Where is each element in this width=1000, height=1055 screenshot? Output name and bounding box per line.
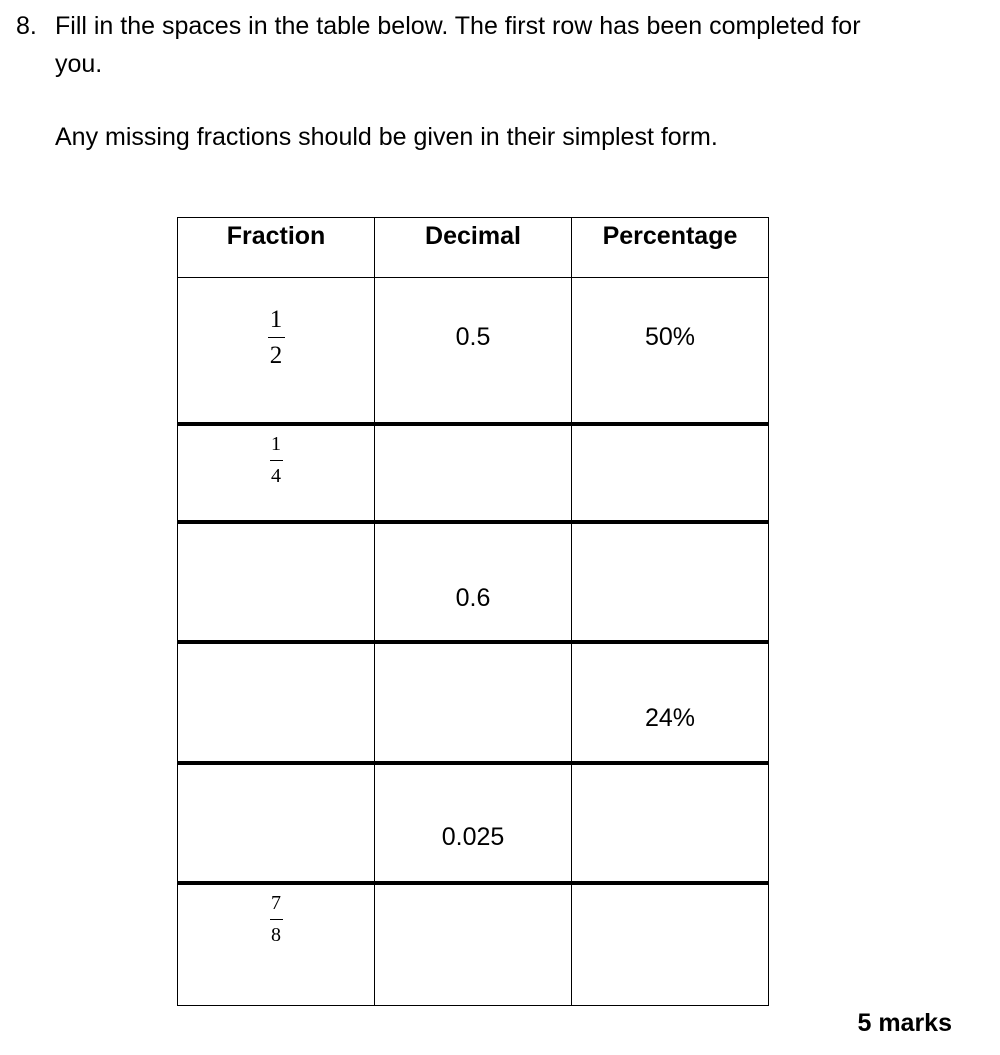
header-percentage: Percentage — [572, 218, 769, 278]
percentage-answer-cell[interactable] — [572, 424, 769, 522]
fraction-numerator: 1 — [269, 306, 283, 333]
decimal-cell: 0.6 — [375, 522, 572, 642]
fraction-answer-cell[interactable] — [178, 642, 375, 763]
fraction — [270, 893, 283, 945]
decimal-answer-cell[interactable] — [375, 883, 572, 1006]
table-row — [178, 278, 769, 425]
fraction-answer-cell[interactable] — [178, 522, 375, 642]
fraction — [270, 434, 283, 486]
fraction-cell — [178, 883, 375, 1006]
question-instruction: Any missing fractions should be given in their simplest form. — [55, 123, 718, 151]
fraction-cell — [178, 424, 375, 522]
table-row — [178, 522, 769, 642]
table-row — [178, 642, 769, 763]
decimal-answer-cell[interactable] — [375, 642, 572, 763]
header-decimal: Decimal — [375, 218, 572, 278]
fraction — [268, 307, 285, 368]
table-row — [178, 424, 769, 522]
percentage-answer-cell[interactable] — [572, 883, 769, 1006]
fraction-denominator: 4 — [271, 465, 281, 487]
fraction-denominator: 8 — [271, 924, 281, 946]
decimal-answer-cell[interactable] — [375, 424, 572, 522]
percentage-cell: 24% — [572, 642, 769, 763]
table-header-row — [178, 218, 769, 278]
table-row — [178, 883, 769, 1006]
fraction-cell — [178, 278, 375, 425]
question-text-line2: you. — [55, 50, 103, 78]
percentage-answer-cell[interactable] — [572, 763, 769, 883]
conversion-table — [177, 217, 769, 1006]
question-text-line1: Fill in the spaces in the table below. The first row has been completed for — [55, 12, 861, 40]
fraction-numerator: 1 — [271, 433, 281, 455]
percentage-cell: 50% — [572, 278, 769, 425]
table-row — [178, 763, 769, 883]
header-fraction: Fraction — [178, 218, 375, 278]
decimal-cell: 0.5 — [375, 278, 572, 425]
question-number: 8. — [16, 12, 37, 40]
fraction-answer-cell[interactable] — [178, 763, 375, 883]
decimal-cell: 0.025 — [375, 763, 572, 883]
marks-label: 5 marks — [857, 1009, 952, 1037]
fraction-numerator: 7 — [271, 892, 281, 914]
fraction-denominator: 2 — [269, 342, 283, 369]
percentage-answer-cell[interactable] — [572, 522, 769, 642]
